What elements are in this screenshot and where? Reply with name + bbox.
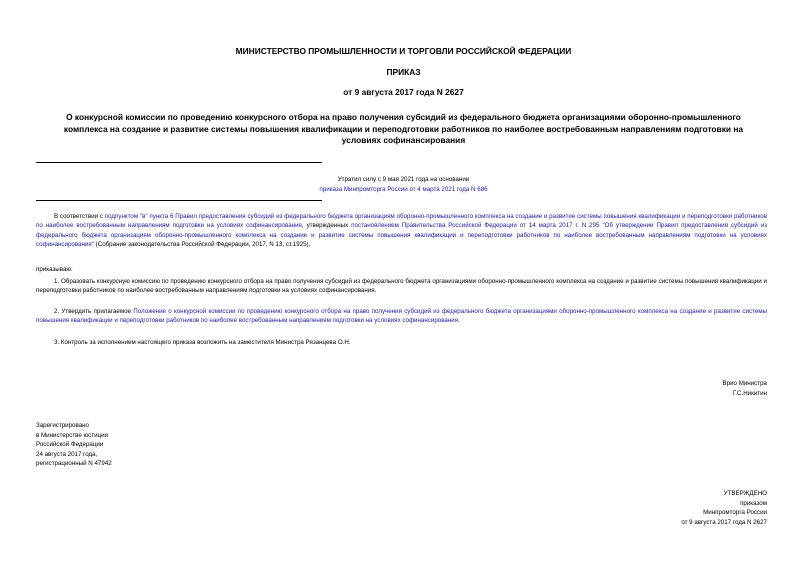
doc-type-heading: ПРИКАЗ: [386, 67, 421, 77]
preamble-link-rules[interactable]: подпунктом "в" пункта 6 Правил предоставления субсидий из федерального бюджета организациям оборонно-промышленного комплекса на создание и развитие системы повышения квалификации и переподготовки работников по наиболее востребованным направлениям подготовки на условиях софинансирования: [36, 213, 767, 230]
registration-line-5: регистрационный N 47942: [36, 460, 112, 468]
approval-line-4: от 9 августа 2017 года N 2627: [681, 518, 767, 526]
item-2-link-regulation[interactable]: Положение о конкурсной комиссии по проведению конкурсного отбора на право получения субсидий из федерального бюджета организациями оборонно-промышленного комплекса на создание и развитие системы повышения квалификации и переподготовки работников по наиболее востребованным направлениям подготовки на условиях софинансирования: [36, 308, 767, 325]
item-2-paragraph: [36, 307, 767, 326]
lost-force-text: Утратил силу с 9 мая 2021 года на основании: [337, 176, 470, 183]
approval-line-3: Минпромторга России: [703, 509, 767, 517]
bottom-divider: [36, 200, 322, 201]
registration-block: [36, 421, 112, 469]
order-word: приказываю:: [36, 266, 73, 273]
preamble-text-1: В соответствии с: [54, 213, 105, 220]
approval-line-2: приказом: [740, 499, 767, 507]
preamble-link-decree[interactable]: постановлением Правительства Российской Федерации от 14 марта 2017 г. N 295 "Об утверждении Правил предоставления субсидий из федерального бюджета организациям оборонно-промышленного комплекса на создание и развитие системы повышения квалификации и переподготовки работников по наиболее востребованным направлениям подготовки на условиях софинансирования": [36, 222, 767, 249]
preamble-text-2: , утвержденных: [301, 222, 352, 230]
date-number-heading: от 9 августа 2017 года N 2627: [343, 87, 464, 97]
signature-position: Врио Министра: [722, 380, 767, 387]
top-divider: [36, 162, 322, 163]
lost-force-link[interactable]: приказа Минпромторга России от 4 марта 2021 года N 686: [319, 186, 488, 193]
registration-line-3: Российской Федерации: [36, 441, 104, 449]
item-2-text-pre: 2. Утвердить прилагаемое: [54, 308, 134, 315]
signature-block: [723, 379, 767, 398]
ministry-heading: МИНИСТЕРСТВО ПРОМЫШЛЕННОСТИ И ТОРГОВЛИ РОССИЙСКОЙ ФЕДЕРАЦИИ: [235, 46, 572, 56]
registration-line-4: 24 августа 2017 года,: [36, 450, 98, 458]
item-1-paragraph: 1. Образовать конкурсную комиссию по проведению конкурсного отбора на право получения субсидий из федерального бюджета организациями оборонно-промышленного комплекса на создание и развитие системы повышения квалификации и переподготовки работников по наиболее востребованным направлениям подготовки на условиях софинансирования.: [36, 278, 767, 295]
preamble-text-3: (Собрание законодательства Российской Федерации, 2017, N 13, ст.1925),: [93, 241, 311, 249]
approval-block: [681, 489, 767, 527]
item-3-paragraph: 3. Контроль за исполнением настоящего приказа возложить на заместителя Министра Рязанцева О.Н.: [54, 339, 351, 346]
approval-line-1: УТВЕРЖДЕНО: [723, 490, 767, 497]
registration-line-2: в Министерстве юстиции: [36, 431, 109, 439]
item-2-text-post: .: [458, 317, 460, 325]
preamble-paragraph: [36, 212, 767, 250]
lost-force-note: [36, 175, 771, 195]
signature-name: Г.С.Никитин: [732, 389, 767, 397]
registration-line-1: Зарегистрировано: [36, 422, 89, 429]
document-title: О конкурсной комиссии по проведению конкурсного отбора на право получения субсидий из федерального бюджета организациями оборонно-промышленного комплекса на создание и развитие системы повышения квалификации и переподготовки работников по наиболее востребованным направлениям подготовки на условиях софинансирования: [63, 112, 744, 145]
